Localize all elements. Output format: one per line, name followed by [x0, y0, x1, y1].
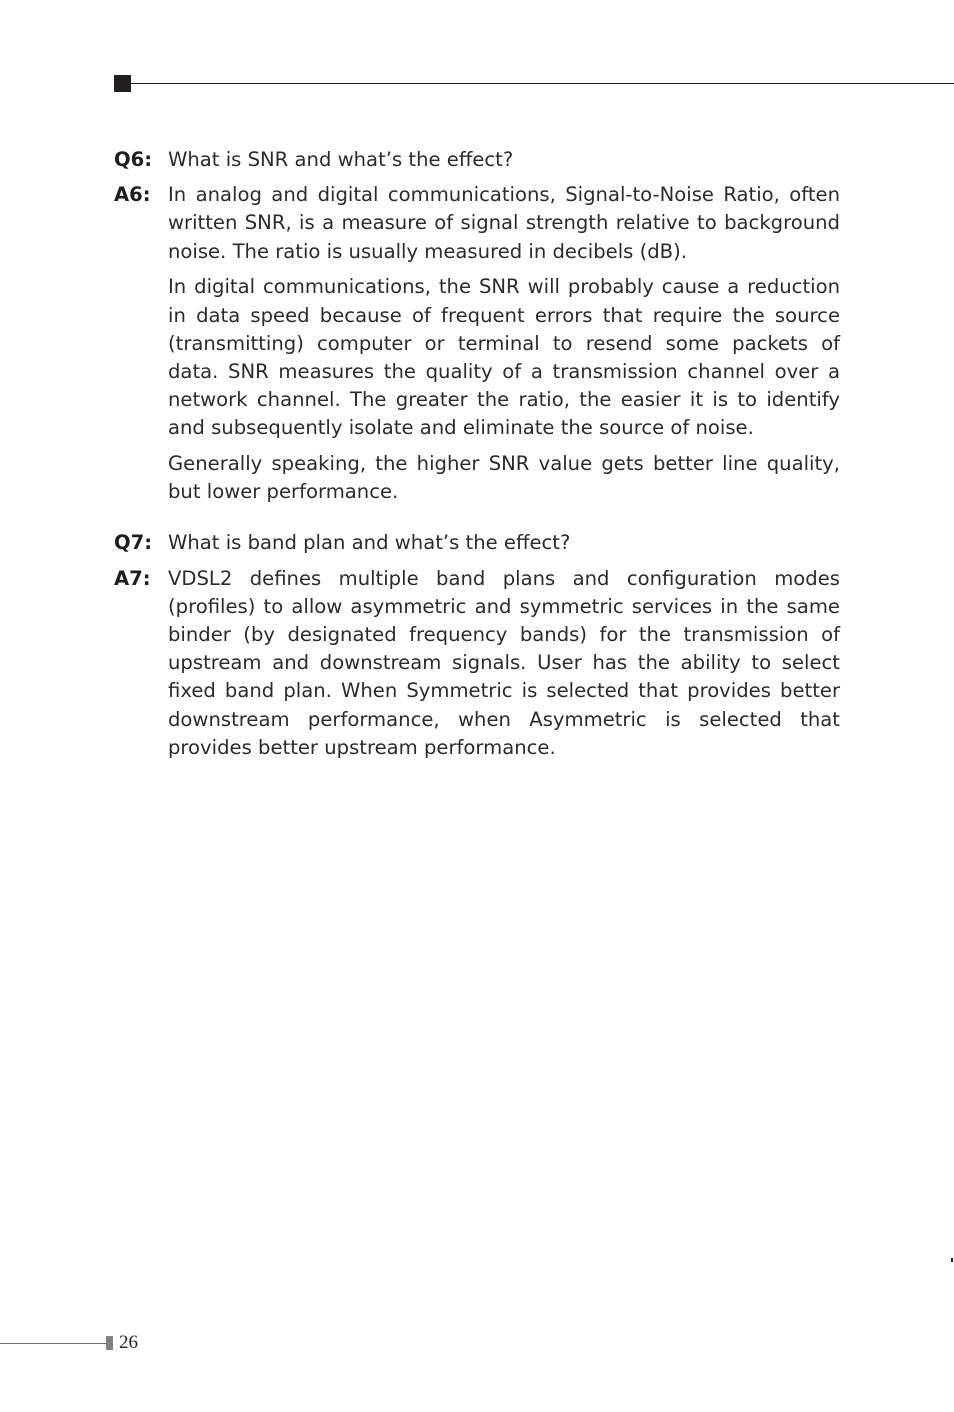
answer-paragraph: In analog and digital communications, Signal-to-Noise Ratio, often written SNR, is a measure of signal strength relative to background noise. The ratio is usually measured in decibels (dB).	[168, 183, 840, 263]
answer-paragraph: Generally speaking, the higher SNR value gets better line quality, but lower performance.	[168, 452, 840, 504]
question-text: What is band plan and what’s the effect?	[168, 531, 571, 555]
footer-rule	[0, 1343, 106, 1344]
header-rule	[131, 83, 954, 84]
answer-a7	[114, 565, 840, 762]
answer-label: A6:	[114, 183, 151, 207]
question-q6	[114, 146, 840, 174]
faq-content	[114, 146, 840, 762]
question-label: Q7:	[114, 531, 153, 555]
answer-paragraph: VDSL2 defines multiple band plans and configuration modes (profiles) to allow asymmetric and symmetric services in the same binder (by designated frequency bands) for the transmission of upstream and downstream signals. User has the ability to select fixed band plan. When Symmetric is selected that provides better downstream performance, when Asymmetric is selected that provides better upstream performance.	[168, 566, 840, 759]
question-q7	[114, 529, 840, 557]
answer-a6	[114, 181, 840, 506]
question-text: What is SNR and what’s the effect?	[168, 148, 514, 171]
answer-label: A7:	[114, 566, 151, 590]
edge-tick-mark	[951, 1258, 953, 1262]
footer-marker	[106, 1336, 113, 1350]
answer-paragraph: In digital communications, the SNR will probably cause a reduction in data speed because of frequent errors that require the source (transmitting) computer or terminal to resend some packets of data. SNR measures the quality of a transmission channel over a network channel. The greater the ratio, the easier it is to identify and subsequently isolate and eliminate the source of noise.	[168, 275, 840, 440]
header-square-marker	[114, 75, 131, 92]
question-label: Q6:	[114, 148, 153, 171]
page-number: 26	[119, 1332, 138, 1353]
